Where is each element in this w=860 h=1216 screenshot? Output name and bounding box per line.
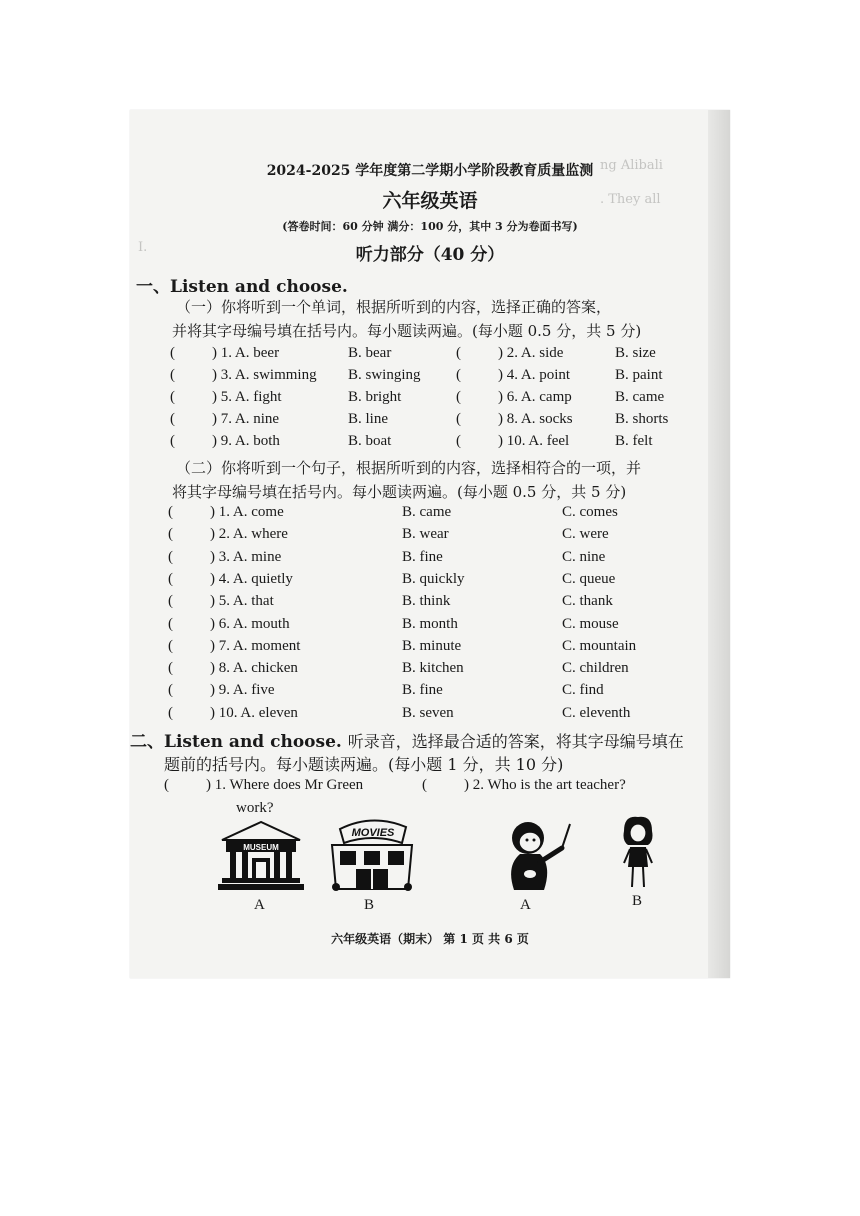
partB-question: ) 6. A. mouth xyxy=(210,616,290,632)
partB-option-b: B. seven xyxy=(402,705,454,721)
answer-paren: ( xyxy=(168,660,173,676)
partA-option-b: B. felt xyxy=(615,433,653,449)
section2-heading xyxy=(130,727,684,752)
section2-heading-en: 二、Listen and choose. xyxy=(130,732,342,752)
partB-instruction: 将其字母编号填在括号内。每小题读两遍。(每小题 0.5 分，共 5 分) xyxy=(172,483,627,501)
partB-option-c: C. nine xyxy=(562,549,606,565)
partB-option-c: C. were xyxy=(562,526,609,542)
bleed-through-text: ng Alibali xyxy=(600,158,663,173)
answer-paren: ( xyxy=(422,777,427,793)
museum-sign-text: MUSEUM xyxy=(243,843,279,852)
partA-instruction: （一）你将听到一个单词，根据所听到的内容，选择正确的答案， xyxy=(176,298,612,316)
exam-header: 2024-2025 学年度第二学期小学阶段教育质量监测 xyxy=(266,163,594,179)
partB-option-c: C. children xyxy=(562,660,629,676)
answer-paren: ( xyxy=(170,389,175,405)
answer-paren: ( xyxy=(168,682,173,698)
partB-question: ) 10. A. eleven xyxy=(210,705,298,721)
answer-paren: ( xyxy=(170,345,175,361)
partB-question: ) 3. A. mine xyxy=(210,549,282,565)
answer-paren: ( xyxy=(168,526,173,542)
partA-option-b: B. bright xyxy=(348,389,402,405)
partA-option-b: B. swinging xyxy=(348,367,421,383)
partB-option-c: C. comes xyxy=(562,504,618,520)
partB-option-b: B. quickly xyxy=(402,571,465,587)
answer-paren: ( xyxy=(168,504,173,520)
partA-question: ) 3. A. swimming xyxy=(212,367,317,383)
answer-paren: ( xyxy=(168,638,173,654)
question-2: ) 2. Who is the art teacher? xyxy=(464,777,626,793)
cinema-image xyxy=(326,815,418,893)
answer-paren: ( xyxy=(168,616,173,632)
picture-label-A: A xyxy=(520,897,531,913)
partA-question: ) 6. A. camp xyxy=(498,389,572,405)
partB-option-b: B. fine xyxy=(402,549,443,565)
partB-question: ) 8. A. chicken xyxy=(210,660,298,676)
partA-question: ) 7. A. nine xyxy=(212,411,280,427)
partB-option-b: B. wear xyxy=(402,526,449,542)
partB-question: ) 1. A. come xyxy=(210,504,284,520)
partA-option-b: B. line xyxy=(348,411,388,427)
answer-paren: ( xyxy=(170,433,175,449)
answer-paren: ( xyxy=(170,411,175,427)
subject-title: 六年级英语 xyxy=(382,190,478,212)
partB-option-c: C. thank xyxy=(562,593,613,609)
partA-question: ) 9. A. both xyxy=(212,433,280,449)
partB-option-c: C. mouse xyxy=(562,616,619,632)
section2-heading-cn: 听录音，选择最合适的答案，将其字母编号填在 xyxy=(347,732,684,751)
partB-option-c: C. mountain xyxy=(562,638,637,654)
answer-paren: ( xyxy=(456,367,461,383)
question-1-cont: work? xyxy=(236,800,274,816)
section1-heading: 一、Listen and choose. xyxy=(136,277,348,297)
partA-option-b: B. shorts xyxy=(615,411,669,427)
answer-paren: ( xyxy=(168,549,173,565)
partA-question: ) 5. A. fight xyxy=(212,389,282,405)
answer-paren: ( xyxy=(168,593,173,609)
partB-option-c: C. find xyxy=(562,682,604,698)
partB-option-b: B. fine xyxy=(402,682,443,698)
partB-option-b: B. minute xyxy=(402,638,462,654)
answer-paren: ( xyxy=(168,705,173,721)
partA-option-b: B. paint xyxy=(615,367,663,383)
art-teacher-b-image xyxy=(618,815,658,891)
exam-info: (答卷时间：60 分钟 满分：100 分，其中 3 分为卷面书写) xyxy=(282,220,578,233)
partA-option-b: B. size xyxy=(615,345,656,361)
partB-option-c: C. eleventh xyxy=(562,705,631,721)
partA-question: ) 4. A. point xyxy=(498,367,571,383)
answer-paren: ( xyxy=(456,345,461,361)
part-title: 听力部分（40 分） xyxy=(355,245,505,265)
partB-option-b: B. kitchen xyxy=(402,660,464,676)
partA-option-b: B. bear xyxy=(348,345,392,361)
picture-label-B: B xyxy=(364,897,375,913)
partA-option-b: B. boat xyxy=(348,433,392,449)
partB-question: ) 4. A. quietly xyxy=(210,571,293,587)
section2-instruction: 题前的括号内。每小题读两遍。(每小题 1 分，共 10 分) xyxy=(164,755,564,774)
bleed-through-text: I. xyxy=(138,240,148,255)
partA-question: ) 2. A. side xyxy=(498,345,564,361)
cinema-sign-text: MOVIES xyxy=(351,827,395,839)
picture-label-A: A xyxy=(254,897,265,913)
answer-paren: ( xyxy=(164,777,169,793)
answer-paren: ( xyxy=(456,411,461,427)
picture-label-B: B xyxy=(632,893,643,909)
answer-paren: ( xyxy=(456,433,461,449)
partA-question: ) 10. A. feel xyxy=(498,433,570,449)
partB-option-b: B. month xyxy=(402,616,458,632)
partA-option-b: B. came xyxy=(615,389,665,405)
partB-question: ) 7. A. moment xyxy=(210,638,301,654)
partB-option-c: C. queue xyxy=(562,571,616,587)
partB-question: ) 2. A. where xyxy=(210,526,288,542)
partB-instruction: （二）你将听到一个句子，根据所听到的内容，选择相符合的一项，并 xyxy=(176,459,642,477)
partB-question: ) 5. A. that xyxy=(210,593,274,609)
question-1: ) 1. Where does Mr Green xyxy=(206,777,364,793)
partA-question: ) 1. A. beer xyxy=(212,345,280,361)
bleed-through-text: . They all xyxy=(600,192,661,207)
answer-paren: ( xyxy=(170,367,175,383)
partB-option-b: B. think xyxy=(402,593,451,609)
page-footer: 六年级英语（期末） 第 1 页 共 6 页 xyxy=(331,932,529,946)
partB-option-b: B. came xyxy=(402,504,452,520)
partA-instruction: 并将其字母编号填在括号内。每小题读两遍。(每小题 0.5 分，共 5 分) xyxy=(172,322,642,340)
partA-question: ) 8. A. socks xyxy=(498,411,573,427)
art-teacher-a-image xyxy=(500,818,576,892)
partB-question: ) 9. A. five xyxy=(210,682,275,698)
answer-paren: ( xyxy=(456,389,461,405)
answer-paren: ( xyxy=(168,571,173,587)
museum-image xyxy=(218,820,304,892)
